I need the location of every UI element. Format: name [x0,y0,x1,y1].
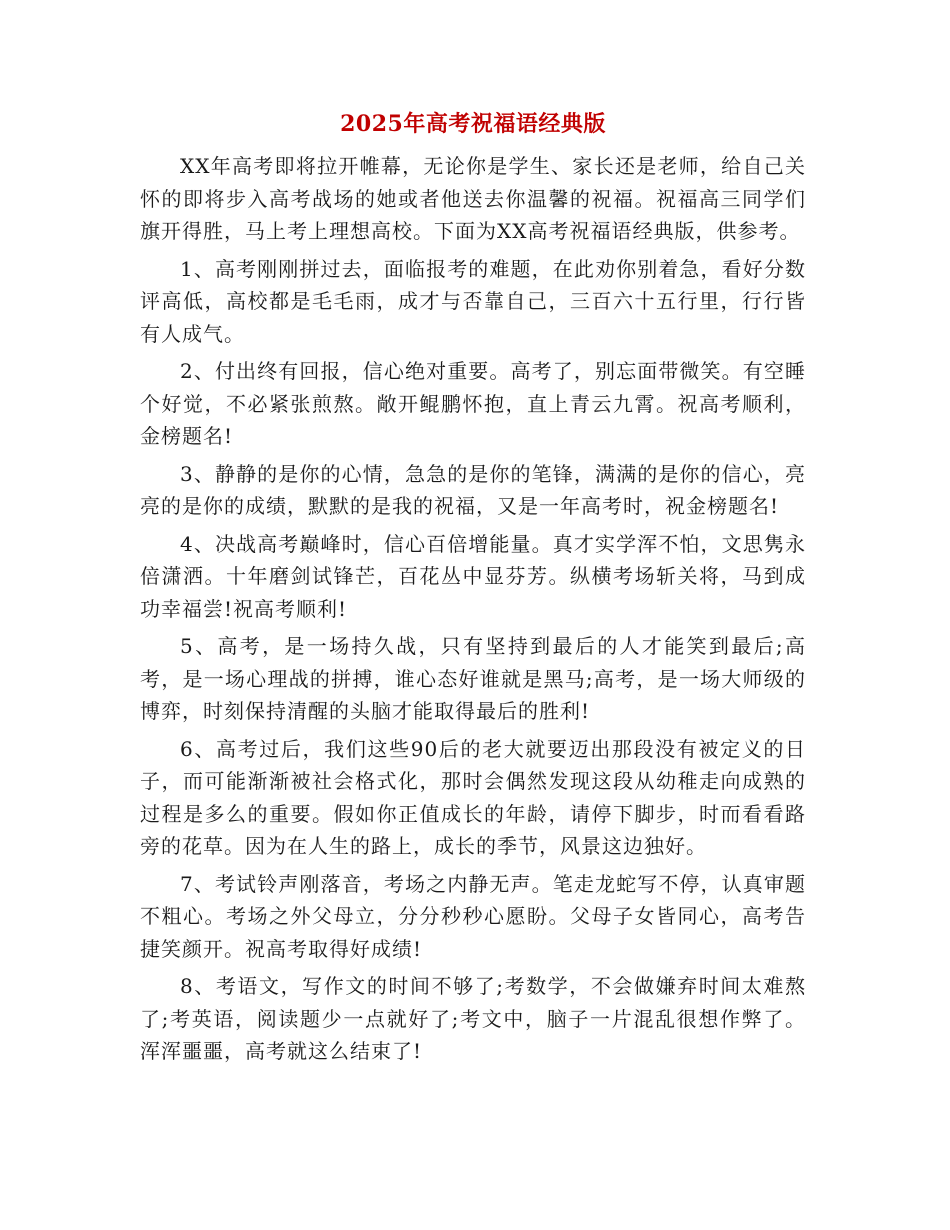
blessing-paragraph-4: 4、决战高考巅峰时，信心百倍增能量。真才实学浑不怕，文思隽永倍潇洒。十年磨剑试锋芒，百花丛中显芬芳。纵横考场斩关将，马到成功幸福尝!祝高考顺利! [140,531,806,621]
blessing-paragraph-2: 2、付出终有回报，信心绝对重要。高考了，别忘面带微笑。有空睡个好觉，不必紧张煎熬。敞开鲲鹏怀抱，直上青云九霄。祝高考顺利，金榜题名! [140,359,806,448]
blessing-paragraph-3: 3、静静的是你的心情，急急的是你的笔锋，满满的是你的信心，亮亮的是你的成绩，默默的是我的祝福，又是一年高考时，祝金榜题名! [140,461,806,518]
blessing-paragraph-7: 7、考试铃声刚落音，考场之内静无声。笔走龙蛇写不停，认真审题不粗心。考场之外父母立，分分秒秒心愿盼。父母子女皆同心，高考告捷笑颜开。祝高考取得好成绩! [140,871,806,961]
blessing-paragraph-8: 8、考语文，写作文的时间不够了;考数学，不会做嫌弃时间太难熬了;考英语，阅读题少一点就好了;考文中，脑子一片混乱很想作弊了。浑浑噩噩，高考就这么结束了! [140,974,806,1063]
intro-paragraph: XX年高考即将拉开帷幕，无论你是学生、家长还是老师，给自己关怀的即将步入高考战场的她或者他送去你温馨的祝福。祝福高三同学们旗开得胜，马上考上理想高校。下面为XX高考祝福语经典版，供参考。 [140,154,806,243]
document-title: 2025年高考祝福语经典版 [340,111,606,137]
document-page [140,104,806,1073]
blessing-paragraph-5: 5、高考，是一场持久战，只有坚持到最后的人才能笑到最后;高考，是一场心理战的拼搏，谁心态好谁就是黑马;高考，是一场大师级的博弈，时刻保持清醒的头脑才能取得最后的胜利! [140,634,806,723]
blessing-paragraph-1: 1、高考刚刚拼过去，面临报考的难题，在此劝你别着急，看好分数评高低，高校都是毛毛雨，成才与否靠自己，三百六十五行里，行行皆有人成气。 [140,256,806,346]
blessing-paragraph-6: 6、高考过后，我们这些90后的老大就要迈出那段没有被定义的日子，而可能渐渐被社会格式化，那时会偶然发现这段从幼稚走向成熟的过程是多么的重要。假如你正值成长的年龄，请停下脚步，时而看看路旁的花草。因为在人生的路上，成长的季节，风景这边独好。 [140,736,806,858]
